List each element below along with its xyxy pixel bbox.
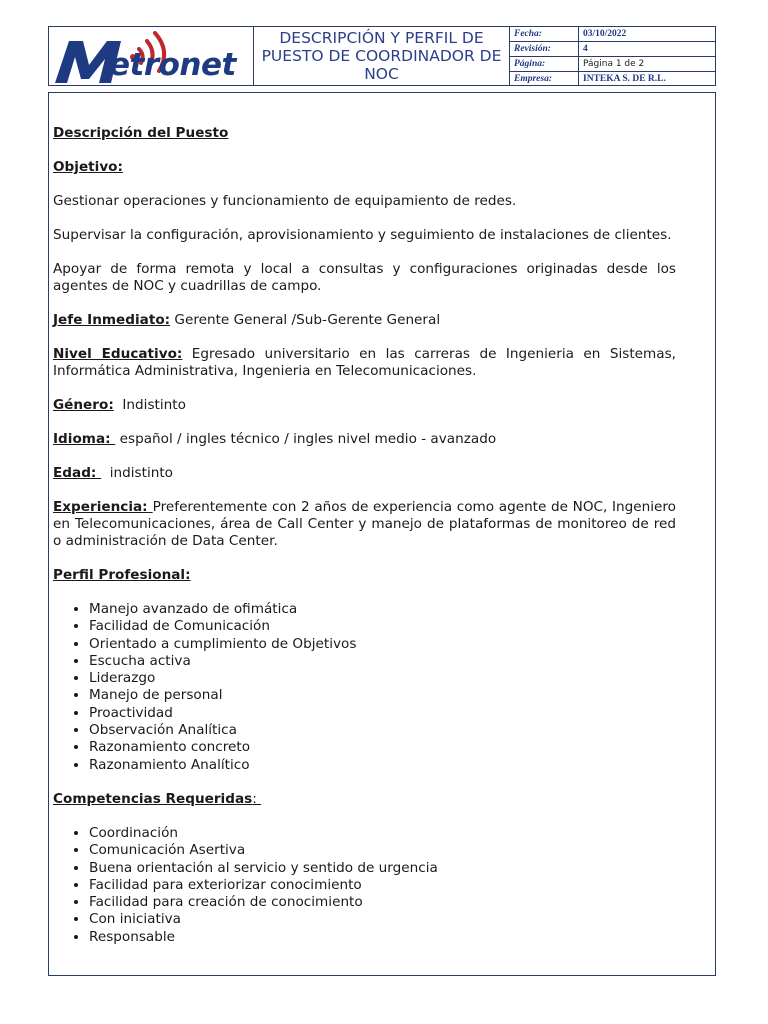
- genero-value: Indistinto: [113, 397, 186, 413]
- edad-value: indistinto: [101, 465, 173, 481]
- meta-value: INTEKA S. DE R.L.: [583, 73, 666, 84]
- logo-wordmark: etronet: [109, 47, 236, 83]
- jefe-inmediato: [53, 312, 676, 329]
- meta-value: 03/10/2022: [579, 27, 716, 42]
- objetivo-paragraph-2: Supervisar la configuración, aprovisionamiento y seguimiento de instalaciones de clientes.: [53, 227, 672, 243]
- list-item: • Buena orientación al servicio y sentido de urgencia: [89, 860, 676, 877]
- metronet-logo: [49, 27, 254, 85]
- objetivo-paragraph-3: Apoyar de forma remota y local a consultas y configuraciones originadas desde los agentes de NOC y cuadrillas de campo.: [53, 261, 676, 294]
- meta-row-fecha: [510, 27, 715, 42]
- jefe-value: Gerente General /Sub-Gerente General: [170, 312, 441, 328]
- document-meta-table: [510, 27, 715, 86]
- meta-key: Página:: [510, 57, 579, 72]
- jefe-label: Jefe Inmediato:: [53, 312, 171, 328]
- list-item: • Liderazgo: [89, 670, 676, 687]
- nivel-value: Egresado universitario en las carreras de Ingenieria en Sistemas, Informática Administrativa, Ingenieria en Telecomunicaciones.: [53, 346, 676, 379]
- genero: [53, 397, 676, 414]
- list-item: • Manejo avanzado de ofimática: [89, 601, 676, 618]
- experiencia-label: Experiencia:: [53, 499, 153, 515]
- list-item: • Facilidad para creación de conocimiento: [89, 894, 676, 911]
- meta-key: Revisión:: [510, 42, 579, 57]
- meta-row-revision: [510, 42, 715, 57]
- objetivo-heading: [53, 159, 676, 176]
- idioma: [53, 431, 676, 448]
- list-item: • Observación Analítica: [89, 722, 676, 739]
- experiencia-value: Preferentemente con 2 años de experiencia como agente de NOC, Ingeniero en Telecomunicaciones, área de Call Center y manejo de plataformas de monitoreo de red o administración de Data Center.: [53, 499, 676, 549]
- perfil-list: [53, 601, 676, 774]
- edad-label: Edad:: [53, 465, 102, 481]
- competencias-suffix: :: [252, 790, 262, 807]
- nivel-label: Nivel Educativo:: [53, 346, 183, 362]
- meta-row-pagina: [510, 57, 715, 72]
- list-item: • Responsable: [89, 929, 676, 946]
- list-item: • Coordinación: [89, 825, 676, 842]
- document-header: [48, 26, 716, 86]
- meta-key: Empresa:: [510, 72, 579, 87]
- list-item: • Orientado a cumplimiento de Objetivos: [89, 636, 676, 653]
- list-item: • Razonamiento Analítico: [89, 757, 676, 774]
- competencias-heading: [53, 791, 676, 808]
- idioma-value: español / ingles técnico / ingles nivel medio - avanzado: [115, 431, 497, 447]
- list-item: • Razonamiento concreto: [89, 739, 676, 756]
- competencias-label: Competencias Requeridas: [53, 790, 253, 807]
- document-content: [53, 125, 676, 963]
- meta-row-empresa: [510, 72, 715, 87]
- meta-value: Página 1 de 2: [579, 57, 716, 72]
- competencias-list: [53, 825, 676, 946]
- list-item: • Proactividad: [89, 705, 676, 722]
- list-item: • Manejo de personal: [89, 687, 676, 704]
- meta-key: Fecha:: [510, 27, 579, 42]
- objetivo-paragraph-1: Gestionar operaciones y funcionamiento de equipamiento de redes.: [53, 193, 517, 209]
- perfil-label: Perfil Profesional:: [53, 567, 191, 583]
- genero-label: Género:: [53, 397, 114, 413]
- edad: [53, 465, 676, 482]
- idioma-label: Idioma:: [53, 431, 116, 447]
- list-item: • Escucha activa: [89, 653, 676, 670]
- document-title: DESCRIPCIÓN Y PERFIL DE PUESTO DE COORDINADOR DE NOC: [254, 27, 510, 85]
- objetivo-label: Objetivo:: [53, 159, 123, 175]
- experiencia: [53, 499, 676, 550]
- section-title: Descripción del Puesto: [53, 125, 229, 141]
- list-item: • Con iniciativa: [89, 911, 676, 928]
- list-item: • Comunicación Asertiva: [89, 842, 676, 859]
- list-item: • Facilidad de Comunicación: [89, 618, 676, 635]
- meta-value: 4: [579, 42, 716, 57]
- perfil-heading: [53, 567, 676, 584]
- nivel-educativo: [53, 346, 676, 380]
- list-item: • Facilidad para exteriorizar conocimiento: [89, 877, 676, 894]
